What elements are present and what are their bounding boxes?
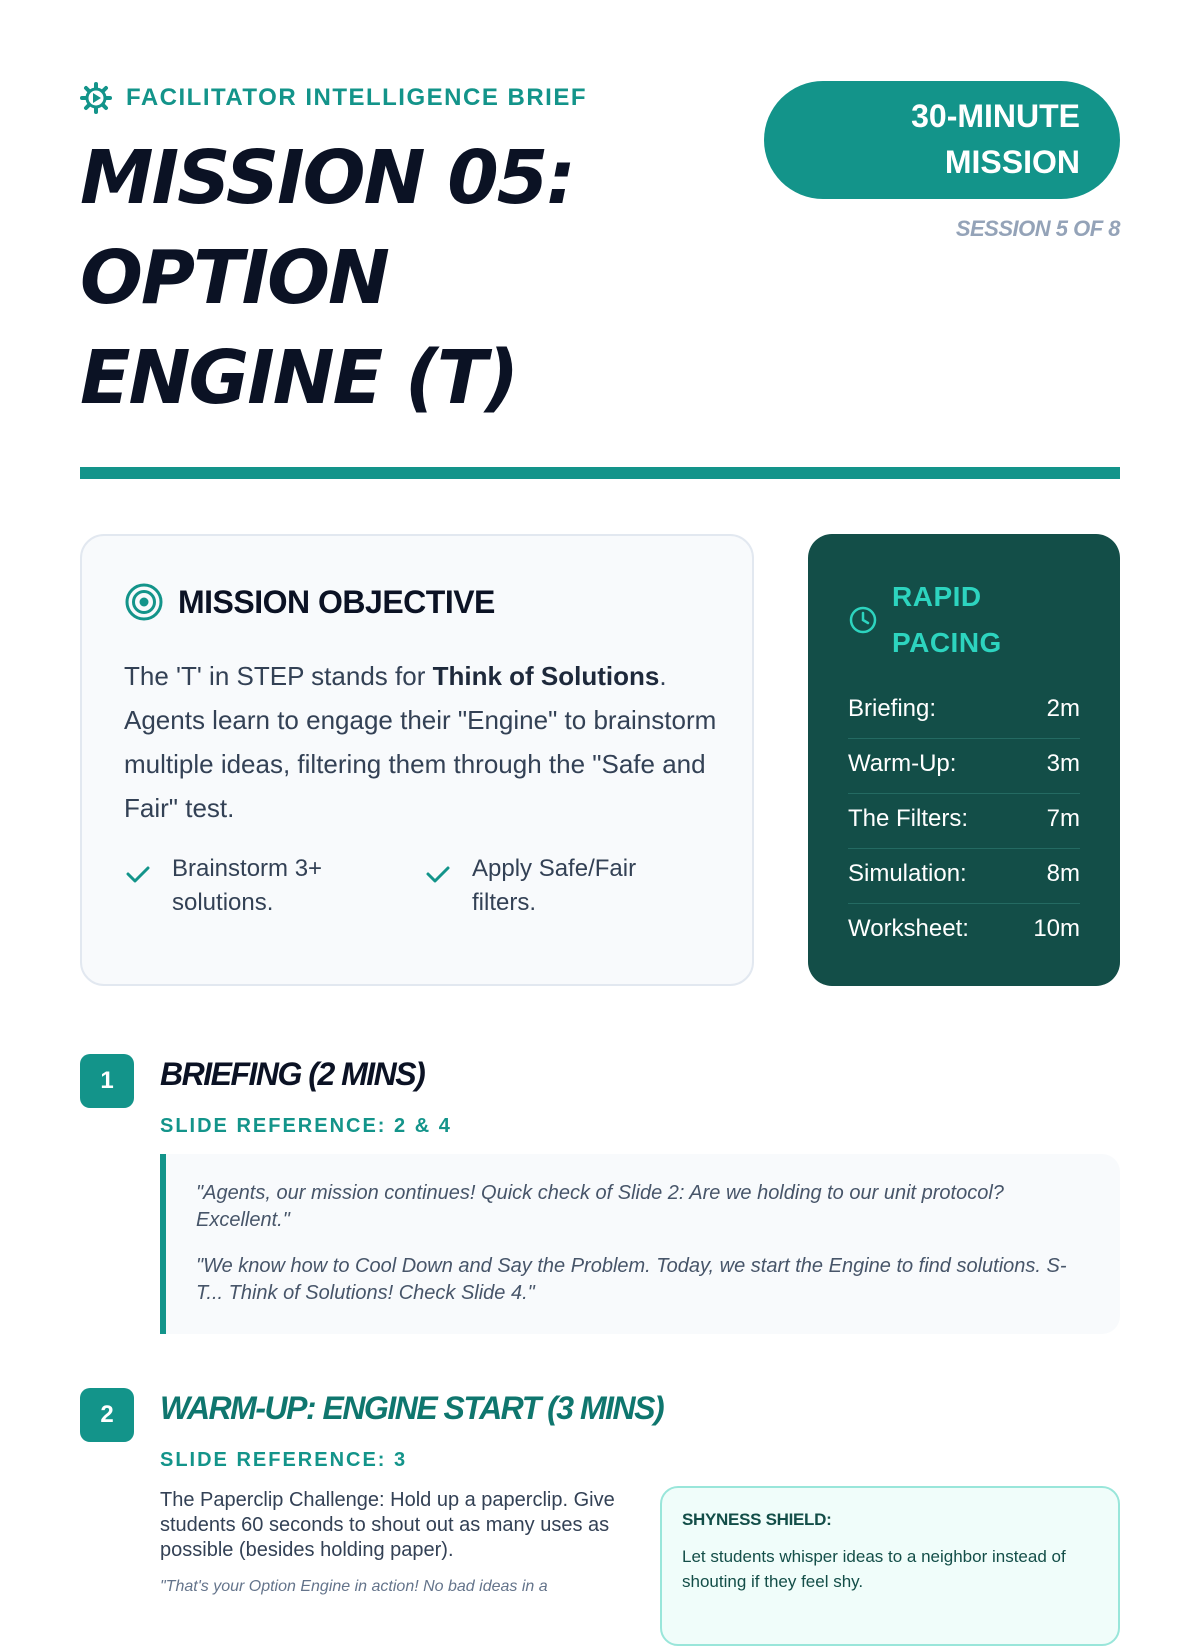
script-quote: "Agents, our mission continues! Quick check of Slide 2: Are we holding to our unit protocol? Excellent.": [196, 1182, 1004, 1231]
pacing-time: 10m: [1033, 915, 1080, 942]
duration-badge: 30-MINUTE MISSION: [764, 81, 1120, 199]
goal-item: [124, 852, 424, 920]
objective-card: [80, 534, 754, 986]
tip-box: [660, 1486, 1120, 1646]
page-title: [80, 128, 780, 428]
activity-quote: "That's your Option Engine in action! No bad ideas in a: [160, 1578, 548, 1595]
objective-text-part: The 'T' in STEP stands for: [124, 661, 433, 691]
goal-item: [424, 852, 724, 920]
activity-description: The Paperclip Challenge: Hold up a paperclip. Give students 60 seconds to shout out as many uses as possible (besides holding paper).: [160, 1489, 615, 1561]
pacing-row: [848, 849, 1080, 904]
title-line: OPTION: [80, 235, 388, 321]
brief-page: [80, 0, 1120, 1600]
pacing-time: 2m: [1046, 695, 1080, 722]
goal-text: Apply Safe/Fair filters.: [472, 855, 637, 916]
section-number: 2: [80, 1388, 134, 1442]
tip-title: SHYNESS SHIELD:: [682, 1510, 832, 1529]
objective-text: [124, 654, 724, 830]
pacing-label: The Filters:: [848, 805, 969, 832]
header-divider: [80, 467, 1120, 479]
slide-reference: SLIDE REFERENCE: 2 & 4: [160, 1115, 452, 1137]
objective-header: [124, 582, 495, 622]
goal-text: Brainstorm 3+ solutions.: [172, 855, 323, 916]
pacing-row: [848, 684, 1080, 739]
pacing-label: Briefing:: [848, 695, 937, 722]
title-line: ENGINE (T): [80, 335, 518, 421]
pacing-row: [848, 739, 1080, 794]
clock-icon: [848, 605, 878, 635]
pacing-label: Warm-Up:: [848, 750, 957, 777]
kicker-label: FACILITATOR INTELLIGENCE BRIEF: [126, 84, 587, 111]
target-icon: [124, 582, 164, 622]
pacing-header: [848, 574, 1080, 666]
session-label: SESSION 5 OF 8: [955, 216, 1120, 241]
check-icon: [124, 860, 152, 888]
objective-text-part: . Agents learn to engage their "Engine" to brainstorm multiple ideas, filtering them through the "Safe and Fair" test.: [124, 661, 717, 823]
section-number: 1: [80, 1054, 134, 1108]
objective-text-emphasis: Think of Solutions: [432, 661, 660, 691]
pacing-time: 3m: [1046, 750, 1080, 777]
check-icon: [424, 860, 452, 888]
pacing-row: [848, 904, 1080, 958]
script-quote-box: [160, 1154, 1120, 1334]
script-quote: "We know how to Cool Down and Say the Problem. Today, we start the Engine to find solutions. S-T... Think of Solutions! Check Slide 4.": [196, 1255, 1067, 1304]
pacing-row: [848, 794, 1080, 849]
section-title: WARM-UP: ENGINE START (3 MINS): [160, 1390, 664, 1426]
pacing-card: [808, 534, 1120, 986]
pacing-label: Simulation:: [848, 860, 967, 887]
gear-icon: [80, 82, 112, 114]
objective-goals: [124, 852, 724, 920]
objective-heading: MISSION OBJECTIVE: [178, 583, 495, 620]
section-title: BRIEFING (2 MINS): [160, 1056, 425, 1092]
slide-reference: SLIDE REFERENCE: 3: [160, 1449, 408, 1471]
tip-text: Let students whisper ideas to a neighbor instead of shouting if they feel shy.: [682, 1547, 1066, 1591]
title-line: MISSION 05:: [80, 135, 574, 221]
pacing-heading: RAPID PACING: [892, 581, 1002, 658]
pacing-time: 8m: [1046, 860, 1080, 887]
pacing-label: Worksheet:: [848, 915, 969, 942]
pacing-time: 7m: [1046, 805, 1080, 832]
kicker-row: [80, 82, 587, 114]
